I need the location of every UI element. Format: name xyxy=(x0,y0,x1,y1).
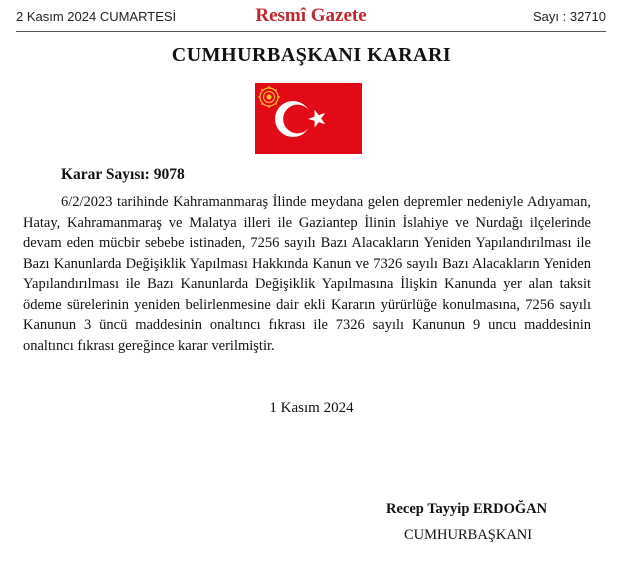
signatory-surname: ERDOĞAN xyxy=(473,501,548,517)
decision-body: 6/2/2023 tarihinde Kahramanmaraş İlinde meydana gelen depremler nedeniyle Adıyaman, Hatay, Kahramanmaraş ve Malatya illeri ile Gaziantep İlinin İslahiye ve Nurdağı ilçelerinde devam eden mücbir sebebe istinaden, 7256 sayılı Bazı Alacakların Yeniden Yapılandırılması ile Bazı Kanunlarda Değişiklik Yapılması Hakkında Kanun ve 7326 sayılı Bazı Alacakların Yeniden Yapılandırılması ile Bazı Kanunlarda Değişiklik Yapılmasına İlişkin Kanunda yer alan taksit ödeme sürelerinin yeniden belirlenmesine dair ekli Kararın yürürlüğe konulmasına, 7256 sayılı Kanunun 3 üncü maddesinin onaltıncı fıkrası ile 7326 sayılı Kanunun 9 uncu maddesinin onaltıncı fıkrası gereğince karar verilmiştir. xyxy=(23,194,591,354)
issue-number: Sayı : 32710 xyxy=(533,9,606,24)
gazette-name: Resmî Gazete xyxy=(255,5,367,26)
document-title: CUMHURBAŞKANI KARARI xyxy=(171,44,452,66)
decision-number: Karar Sayısı: 9078 xyxy=(61,166,185,183)
issue-date: 2 Kasım 2024 CUMARTESİ xyxy=(16,9,177,24)
header-divider xyxy=(16,31,606,32)
decision-date: 1 Kasım 2024 xyxy=(269,400,354,416)
turkish-flag-icon xyxy=(255,83,362,154)
signatory-name xyxy=(386,501,547,518)
signatory-first-name: Recep Tayyip xyxy=(386,501,474,517)
signatory-title: CUMHURBAŞKANI xyxy=(404,527,533,543)
flag-crescent-inner xyxy=(283,105,312,134)
gazette-header xyxy=(16,6,606,28)
